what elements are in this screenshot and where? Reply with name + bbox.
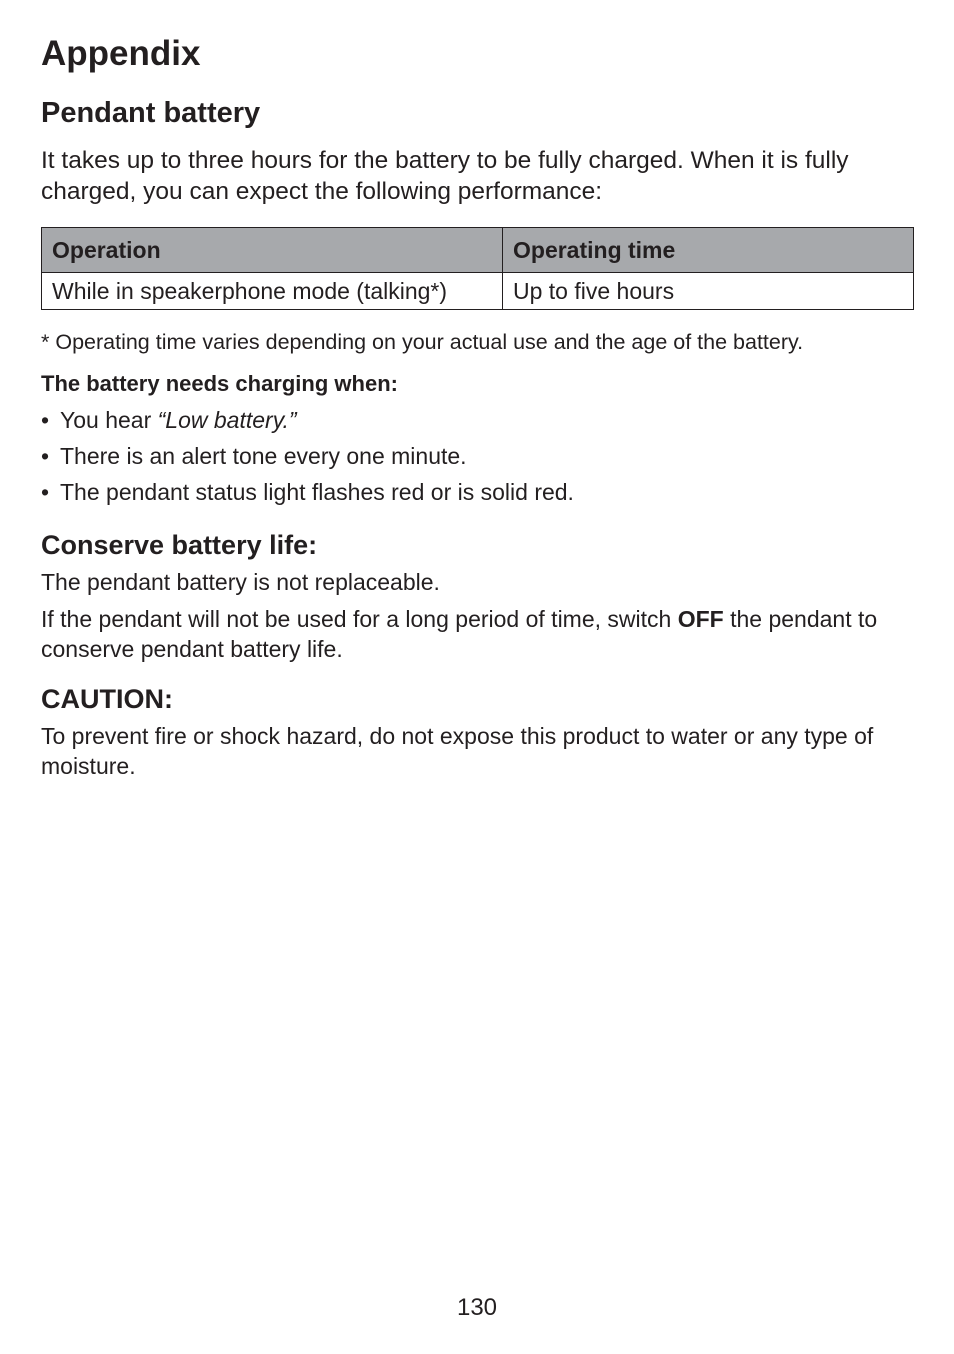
list-item-text: There is an alert tone every one minute.	[60, 443, 467, 469]
bullet-icon: •	[41, 479, 50, 505]
list-item	[41, 402, 913, 438]
conserve-text-before: If the pendant will not be used for a long period of time, switch	[41, 606, 678, 632]
bullet-icon: •	[41, 443, 50, 469]
performance-table	[41, 227, 914, 310]
page-title: Appendix	[41, 34, 201, 73]
table-row	[42, 273, 914, 310]
charging-list	[41, 402, 913, 510]
section-heading-pendant-battery: Pendant battery	[41, 97, 261, 129]
column-header-operating-time: Operating time	[503, 228, 914, 273]
list-item	[41, 474, 913, 510]
table-header-row	[42, 228, 914, 273]
table-footnote: * Operating time varies depending on your actual use and the age of the battery.	[41, 330, 804, 354]
list-item-text: The pendant status light flashes red or is solid red.	[60, 479, 574, 505]
section-heading-caution: CAUTION:	[41, 684, 173, 714]
caution-paragraph: To prevent fire or shock hazard, do not expose this product to water or any type of moisture.	[41, 723, 874, 779]
column-header-operation: Operation	[42, 228, 503, 273]
table-cell-operating-time: Up to five hours	[503, 273, 914, 310]
conserve-paragraph-2	[41, 604, 913, 664]
section-heading-conserve: Conserve battery life:	[41, 530, 318, 560]
document-page	[41, 30, 913, 781]
charging-heading: The battery needs charging when:	[41, 371, 398, 396]
conserve-text-after: the pendant to conserve pendant battery life.	[41, 606, 878, 662]
table-cell-operation: While in speakerphone mode (talking*)	[42, 273, 503, 310]
list-item-text: You hear	[60, 407, 158, 433]
off-emphasis: OFF	[677, 606, 724, 632]
list-item-quote: “Low battery.”	[157, 407, 297, 433]
intro-paragraph: It takes up to three hours for the battery to be fully charged. When it is fully charged, you can expect the following performance:	[41, 147, 849, 205]
bullet-icon: •	[41, 407, 50, 433]
conserve-paragraph-1: The pendant battery is not replaceable.	[41, 569, 440, 595]
page-number: 130	[456, 1294, 498, 1321]
list-item	[41, 438, 913, 474]
